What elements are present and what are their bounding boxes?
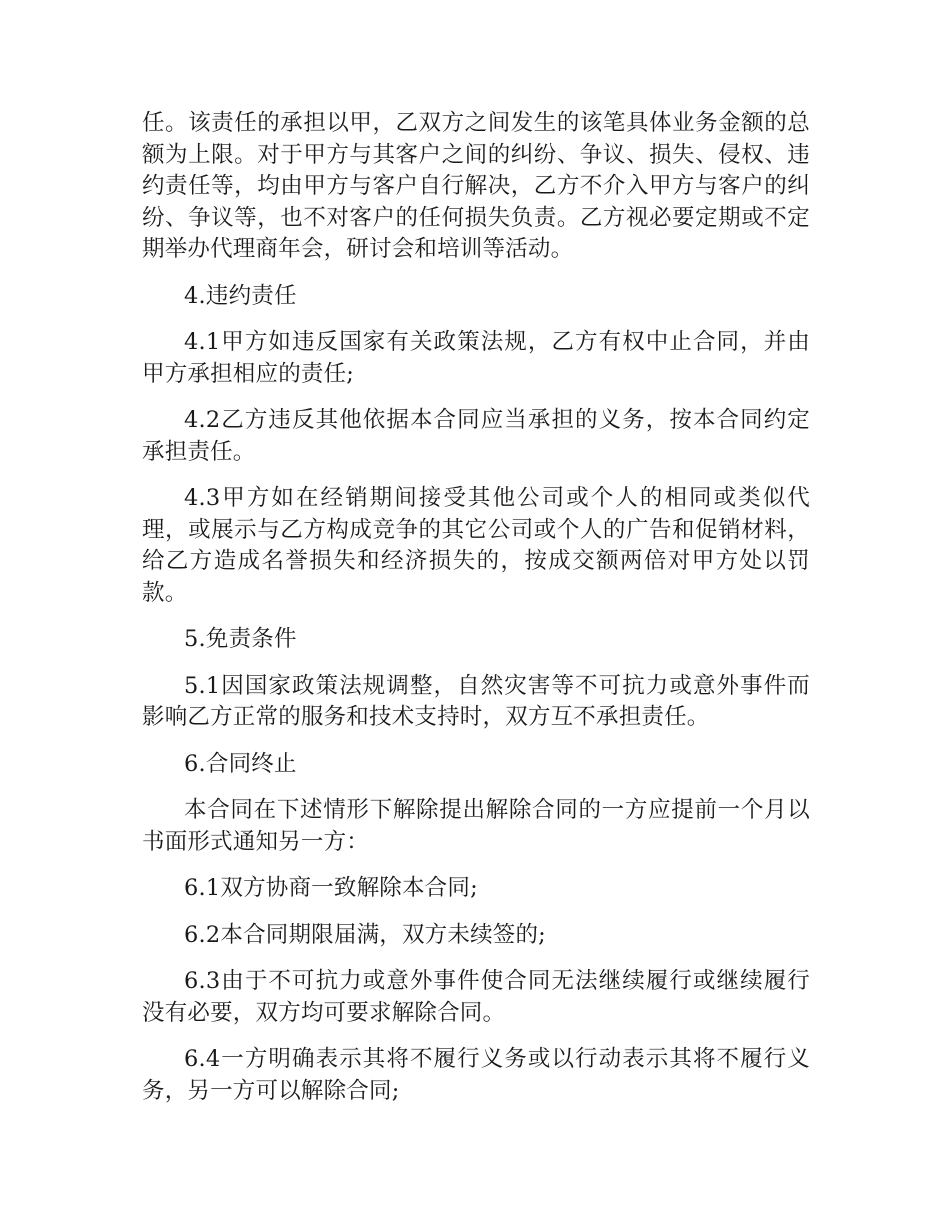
heading-exemption: 5.免责条件	[184, 626, 297, 652]
clause-5-1: 5.1因国家政策法规调整，自然灾害等不可抗力或意外事件而影响乙方正常的服务和技术支持时，双方互不承担责任。	[142, 672, 810, 730]
clause-4-1: 4.1甲方如违反国家有关政策法规，乙方有权中止合同，并由甲方承担相应的责任;	[142, 329, 810, 387]
clause-6-3: 6.3由于不可抗力或意外事件使合同无法继续履行或继续履行没有必要，双方均可要求解除合同。	[142, 968, 810, 1026]
heading-breach-liability: 4.违约责任	[184, 282, 297, 309]
paragraph-liability-cap: 任。该责任的承担以甲，乙双方之间发生的该笔具体业务金额的总额为上限。对于甲方与其客户之间的纠纷、争议、损失、侵权、违约责任等，均由甲方与客户自行解决，乙方不介入甲方与客户的纠纷、争议等，也不对客户的任何损失负责。乙方视必要定期或不定期举办代理商年会，研讨会和培训等活动。	[142, 110, 810, 262]
clause-4-3: 4.3甲方如在经销期间接受其他公司或个人的相同或类似代理，或展示与乙方构成竞争的其它公司或个人的广告和促销材料，给乙方造成名誉损失和经济损失的，按成交额两倍对甲方处以罚款。	[142, 485, 810, 606]
document-body	[142, 108, 810, 1122]
clause-6-1: 6.1双方协商一致解除本合同;	[184, 875, 478, 901]
termination-intro: 本合同在下述情形下解除提出解除合同的一方应提前一个月以书面形式通知另一方：	[142, 797, 810, 855]
clause-4-2: 4.2乙方违反其他依据本合同应当承担的义务，按本合同约定承担责任。	[142, 407, 810, 465]
clause-6-2: 6.2本合同期限届满，双方未续签的;	[184, 921, 546, 948]
heading-termination: 6.合同终止	[184, 750, 297, 777]
clause-6-4: 6.4一方明确表示其将不履行义务或以行动表示其将不履行义务，另一方可以解除合同;	[142, 1046, 810, 1104]
